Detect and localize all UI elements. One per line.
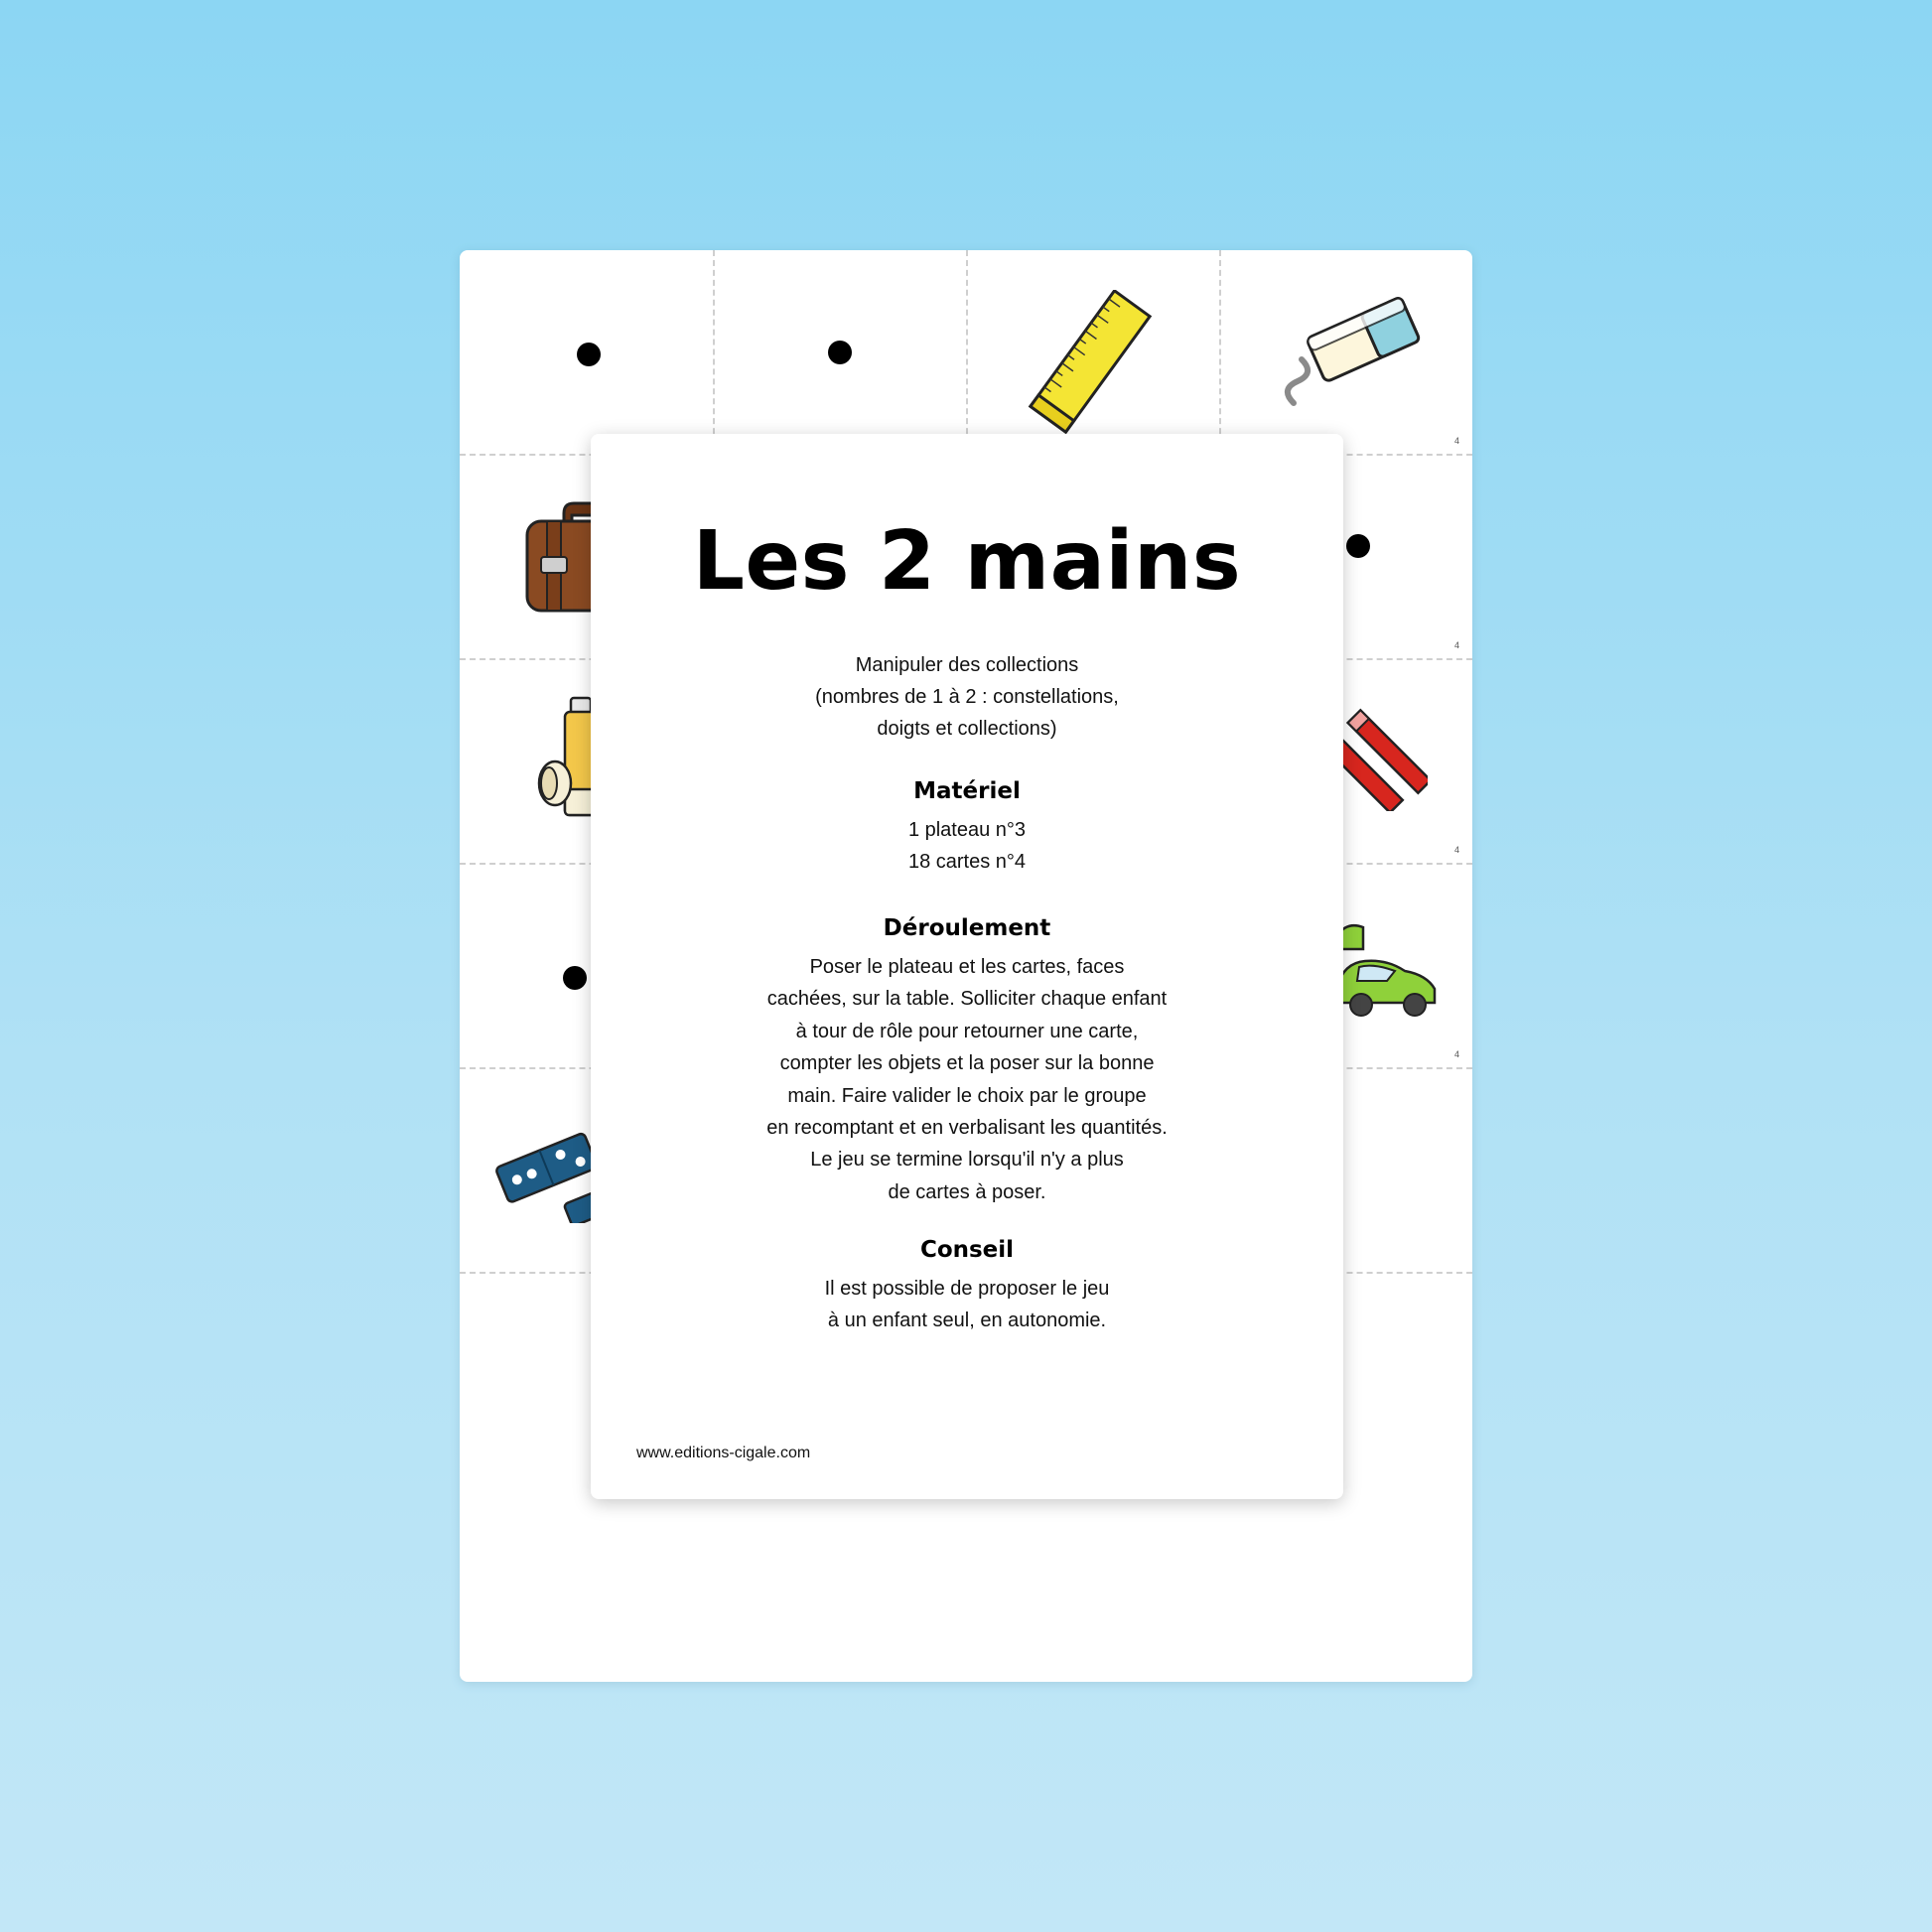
deroulement-line: de cartes à poser. (888, 1180, 1046, 1203)
card-subtitle (591, 649, 1343, 745)
car-icon (1333, 917, 1443, 1036)
card-number: 4 (1454, 436, 1460, 446)
deroulement-line: cachées, sur la table. Solliciter chaque enfant (766, 988, 1168, 1011)
subtitle-line: Manipuler des collections (855, 654, 1079, 676)
card-title: Les 2 mains (692, 514, 1242, 609)
conseil-line: à un enfant seul, en autonomie. (827, 1310, 1107, 1332)
eraser-icon (1264, 292, 1433, 421)
deroulement-heading: Déroulement (883, 915, 1051, 941)
conseil-text (591, 1273, 1343, 1337)
card-number: 4 (1454, 845, 1460, 855)
conseil-line: Il est possible de proposer le jeu (824, 1278, 1110, 1300)
ruler-icon (1016, 290, 1165, 439)
domino-icon (495, 1114, 605, 1223)
subtitle-line: doigts et collections) (877, 718, 1057, 740)
deroulement-line: main. Faire valider le choix par le groupe (787, 1084, 1147, 1107)
pencils-icon (1338, 702, 1428, 811)
website-link[interactable]: www.editions-cigale.com (636, 1445, 811, 1461)
conseil-heading: Conseil (919, 1237, 1015, 1263)
deroulement-text (591, 951, 1343, 1208)
cut-line (1219, 250, 1221, 454)
materiel-item: 18 cartes n°4 (907, 851, 1027, 874)
constellation-dot (577, 343, 601, 366)
deroulement-line: Poser le plateau et les cartes, faces (809, 956, 1125, 978)
cut-line (966, 250, 968, 454)
deroulement-line: en recomptant et en verbalisant les quantités. (766, 1117, 1168, 1140)
deroulement-line: Le jeu se termine lorsqu'il n'y a plus (810, 1149, 1124, 1172)
constellation-dot (1346, 534, 1370, 558)
deroulement-line: à tour de rôle pour retourner une carte, (795, 1020, 1139, 1042)
instruction-card (591, 434, 1343, 1499)
cut-line (713, 250, 715, 454)
materiel-item: 1 plateau n°3 (907, 819, 1027, 841)
deroulement-line: compter les objets et la poser sur la bonne (779, 1052, 1155, 1075)
materiel-list (591, 814, 1343, 879)
card-number: 4 (1454, 1049, 1460, 1059)
constellation-dot (828, 341, 852, 364)
materiel-heading: Matériel (913, 778, 1021, 804)
subtitle-line: (nombres de 1 à 2 : constellations, (815, 686, 1119, 708)
constellation-dot (563, 966, 587, 990)
card-number: 4 (1454, 640, 1460, 650)
